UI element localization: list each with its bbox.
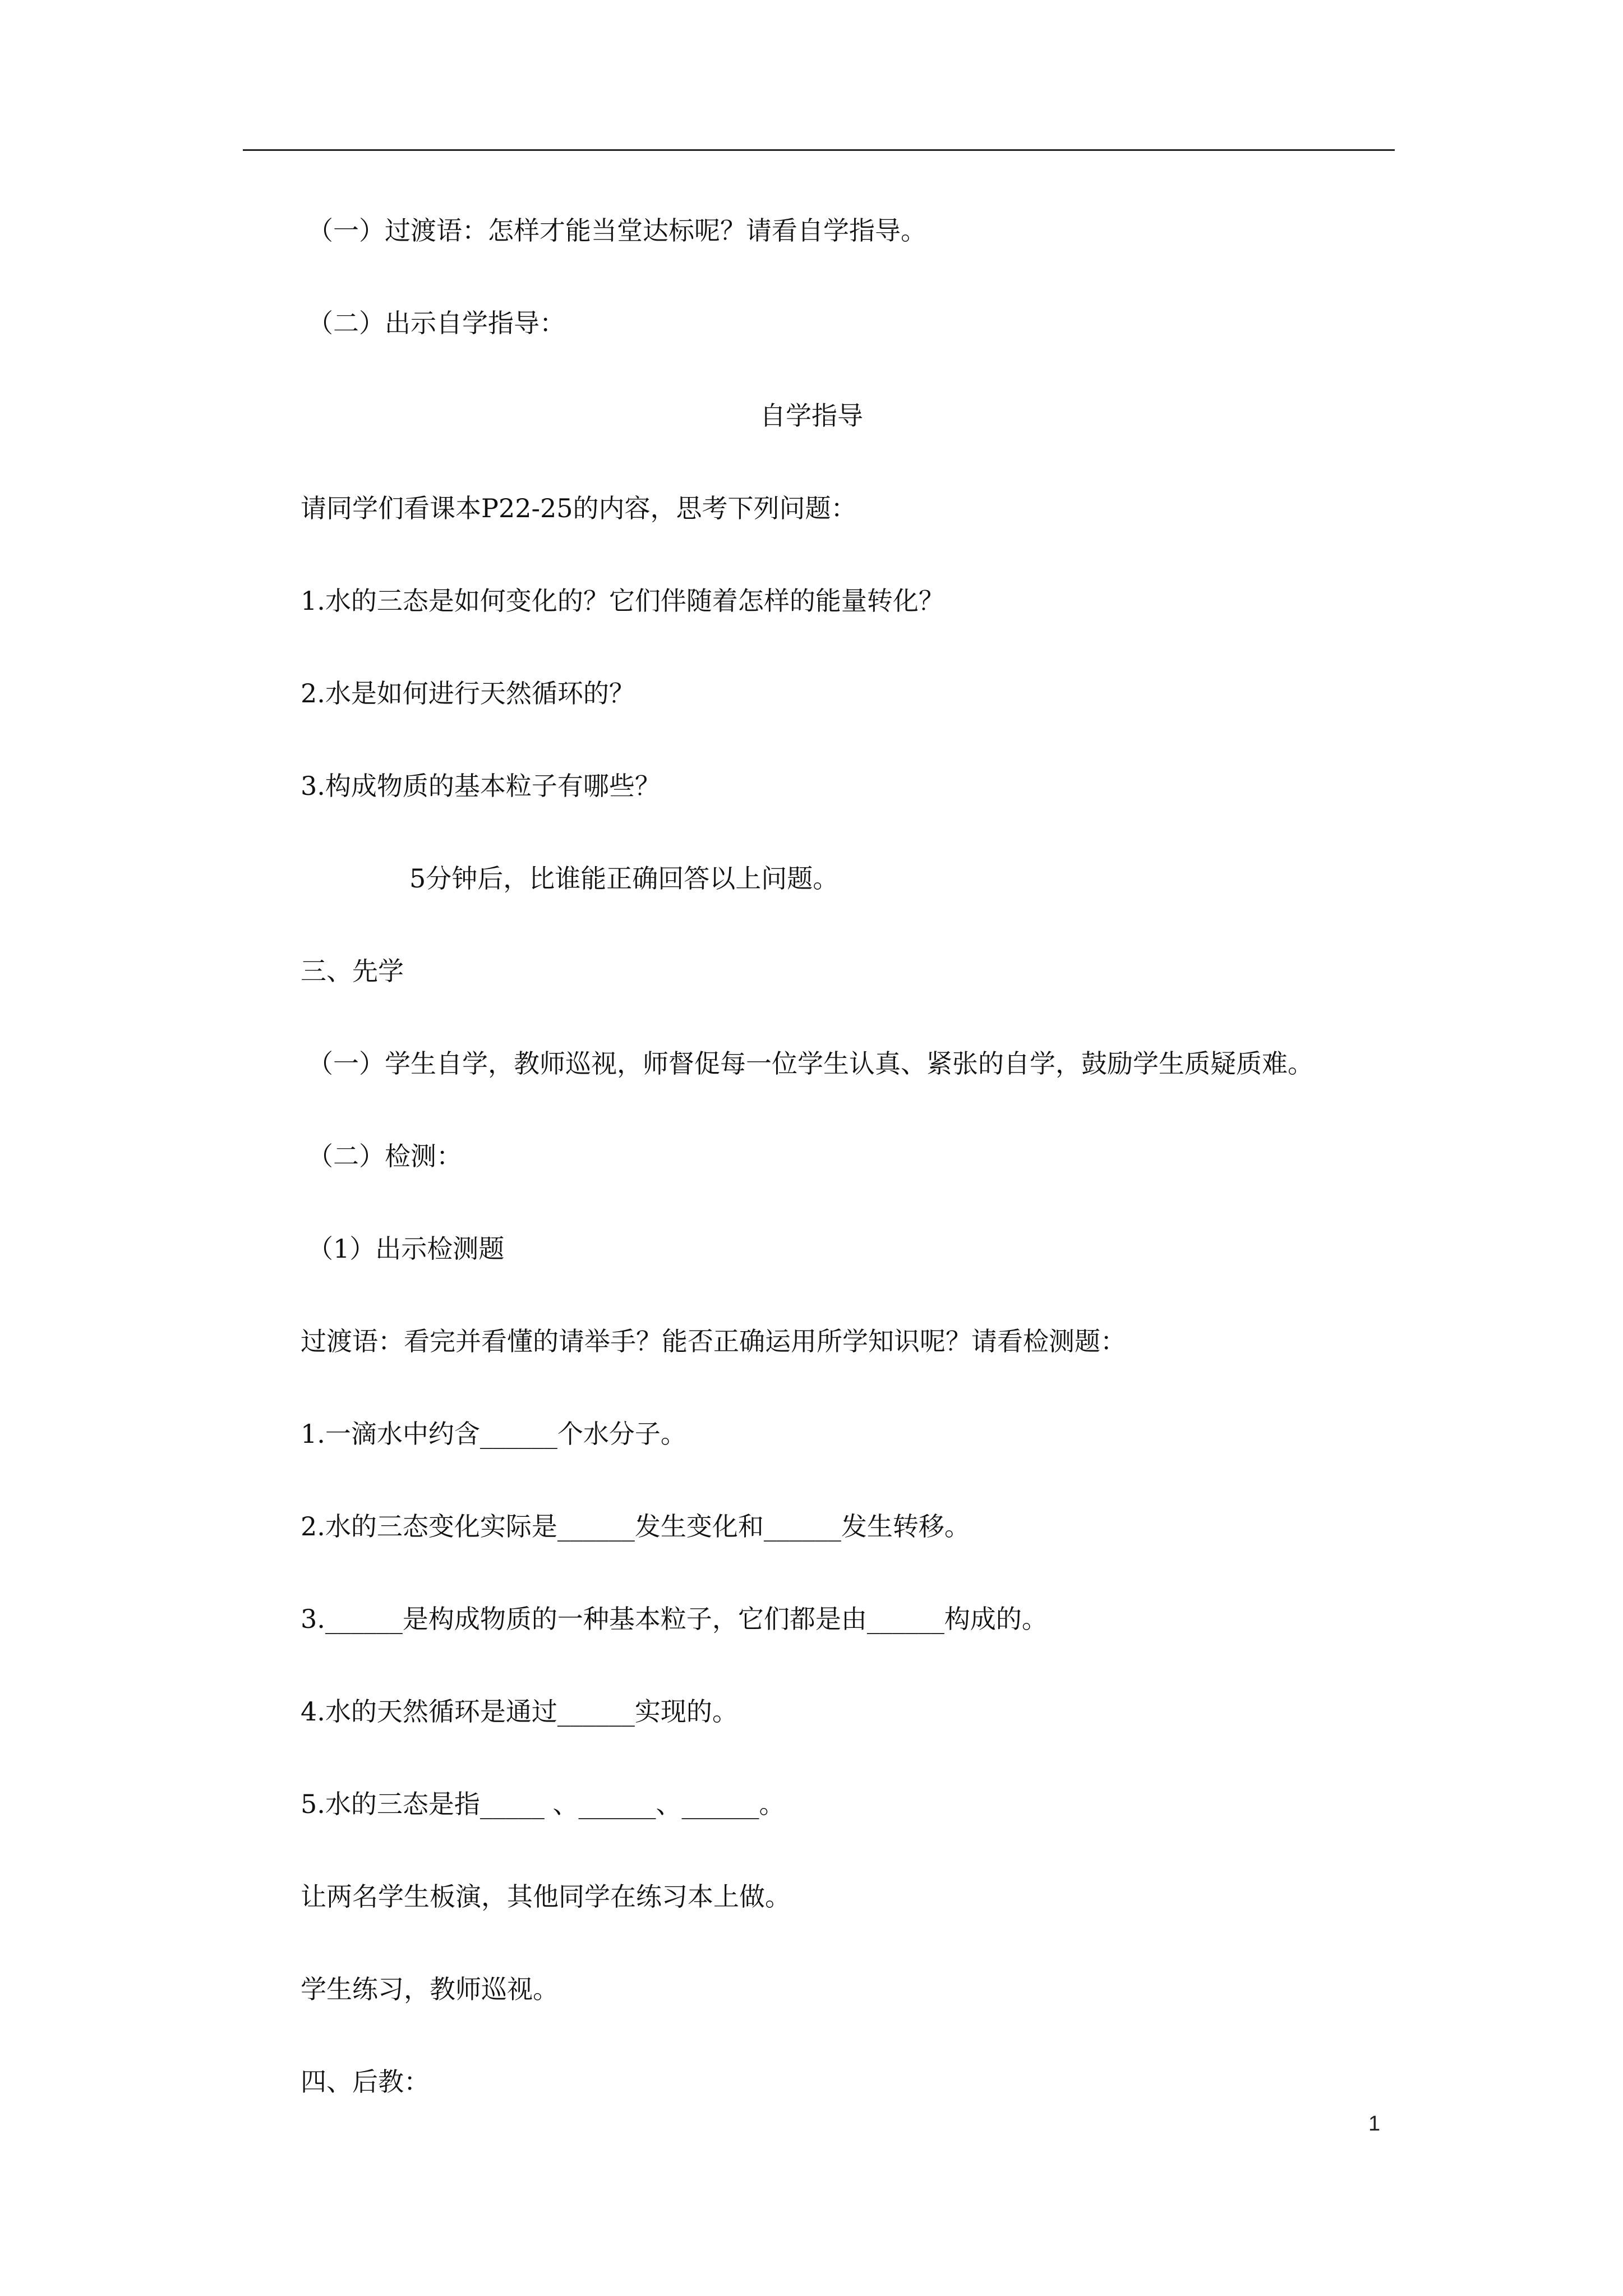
test-question-4: 4.水的天然循环是通过______实现的。: [301, 1696, 738, 1727]
heading-section-four: 四、后教：: [301, 2067, 430, 2097]
question-3: 3.构成物质的基本粒子有哪些？: [301, 771, 661, 801]
question-1: 1.水的三态是如何变化的？它们伴随着怎样的能量转化？: [301, 586, 944, 616]
paragraph-students-self-study: （一）学生自学，教师巡视，师督促每一位学生认真、紧张的自学，鼓励学生质疑质难。: [307, 1048, 1313, 1079]
page-number: 1: [1368, 2112, 1381, 2136]
question-2: 2.水是如何进行天然循环的？: [301, 678, 635, 708]
test-question-1: 1.一滴水中约含______个水分子。: [301, 1419, 686, 1449]
test-question-3: 3.______是构成物质的一种基本粒子，它们都是由______构成的。: [301, 1604, 1048, 1634]
header-rule: [243, 149, 1395, 151]
paragraph-students-practice: 学生练习，教师巡视。: [301, 1974, 559, 2004]
test-question-5: 5.水的三态是指_____ 、______、______。: [301, 1789, 785, 1819]
paragraph-board-practice: 让两名学生板演，其他同学在练习本上做。: [301, 1881, 791, 1912]
paragraph-five-minutes: 5分钟后，比谁能正确回答以上问题。: [409, 863, 839, 894]
section-title-self-study-guide: 自学指导: [760, 401, 863, 431]
heading-section-three: 三、先学: [301, 956, 404, 986]
paragraph-test: （二）检测：: [307, 1141, 462, 1171]
paragraph-transition-intro: （一）过渡语：怎样才能当堂达标呢？请看自学指导。: [307, 215, 926, 246]
paragraph-show-test-questions: （1）出示检测题: [307, 1234, 505, 1264]
paragraph-show-guide: （二）出示自学指导：: [307, 308, 565, 338]
paragraph-transition-test: 过渡语：看完并看懂的请举手？能否正确运用所学知识呢？请看检测题：: [301, 1326, 1126, 1356]
test-question-2: 2.水的三态变化实际是______发生变化和______发生转移。: [301, 1511, 970, 1542]
paragraph-read-textbook: 请同学们看课本P22-25的内容，思考下列问题：: [301, 493, 857, 523]
